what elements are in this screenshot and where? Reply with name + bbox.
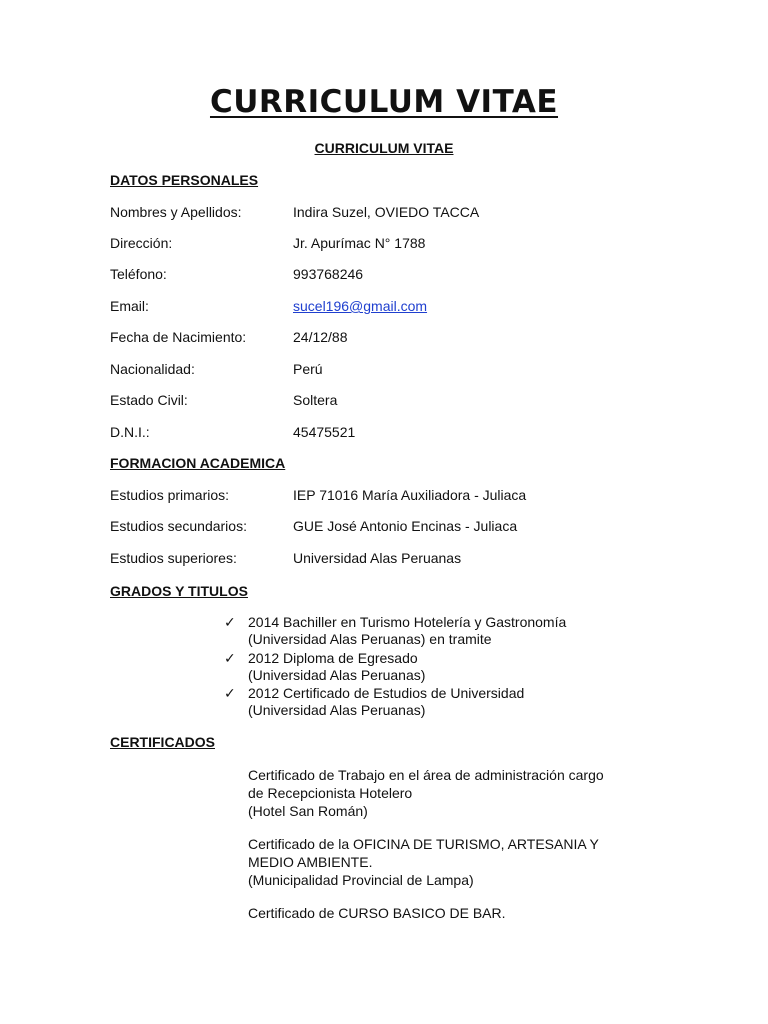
- field-value: 993768246: [293, 266, 364, 282]
- field-label: Estudios primarios:: [110, 487, 230, 503]
- certificate-line: (Municipalidad Provincial de Lampa): [248, 872, 474, 888]
- field-value: GUE José Antonio Encinas - Juliaca: [293, 518, 518, 534]
- section-heading-personal: DATOS PERSONALES: [110, 172, 259, 188]
- grade-institution: (Universidad Alas Peruanas): [248, 702, 426, 718]
- field-label: Teléfono:: [110, 266, 167, 282]
- certificate-line: MEDIO AMBIENTE.: [248, 854, 373, 870]
- field-value: Universidad Alas Peruanas: [293, 550, 462, 566]
- field-label: D.N.I.:: [110, 424, 150, 440]
- field-value: IEP 71016 María Auxiliadora - Juliaca: [293, 487, 527, 503]
- checkmark-icon: ✓: [224, 650, 236, 666]
- field-label: Nacionalidad:: [110, 361, 195, 377]
- certificate-line: Certificado de CURSO BASICO DE BAR.: [248, 905, 506, 921]
- grade-title: 2012 Certificado de Estudios de Universidad: [248, 685, 525, 701]
- field-label: Fecha de Nacimiento:: [110, 329, 247, 345]
- field-label: Estudios superiores:: [110, 550, 237, 566]
- certificate-item: [248, 835, 668, 889]
- section-heading-grades: GRADOS Y TITULOS: [110, 583, 248, 599]
- field-label: Estado Civil:: [110, 392, 188, 408]
- field-value: Perú: [293, 361, 323, 377]
- checkmark-icon: ✓: [224, 614, 236, 630]
- certificate-item: [248, 766, 668, 820]
- field-label: Dirección:: [110, 235, 173, 251]
- grade-text: [248, 685, 524, 719]
- grade-text: [248, 614, 566, 648]
- field-value: 45475521: [293, 424, 356, 440]
- field-value: Jr. Apurímac N° 1788: [293, 235, 426, 251]
- certificate-line: de Recepcionista Hotelero: [248, 785, 413, 801]
- section-heading-certificates: CERTIFICADOS: [110, 734, 215, 750]
- grade-title: 2014 Bachiller en Turismo Hotelería y Gastronomía: [248, 614, 567, 630]
- grade-institution: (Universidad Alas Peruanas): [248, 667, 426, 683]
- certificate-line: Certificado de Trabajo en el área de administración cargo: [248, 767, 604, 783]
- field-label: Estudios secundarios:: [110, 518, 247, 534]
- page-subtitle: CURRICULUM VITAE: [314, 140, 454, 156]
- grade-institution: (Universidad Alas Peruanas) en tramite: [248, 631, 492, 647]
- grade-title: 2012 Diploma de Egresado: [248, 650, 418, 666]
- page-title: CURRICULUM VITAE: [209, 84, 559, 120]
- email-link[interactable]: sucel196@gmail.com: [293, 298, 428, 314]
- field-value: Indira Suzel, OVIEDO TACCA: [293, 204, 480, 220]
- field-label: Email:: [110, 298, 149, 314]
- grade-text: [248, 650, 425, 684]
- certificate-line: Certificado de la OFICINA DE TURISMO, ARTESANIA Y: [248, 836, 599, 852]
- field-value: 24/12/88: [293, 329, 348, 345]
- section-heading-education: FORMACION ACADEMICA: [110, 455, 286, 471]
- certificate-item: [248, 904, 668, 922]
- field-value: Soltera: [293, 392, 338, 408]
- checkmark-icon: ✓: [224, 685, 236, 701]
- field-label: Nombres y Apellidos:: [110, 204, 242, 220]
- certificate-line: (Hotel San Román): [248, 803, 368, 819]
